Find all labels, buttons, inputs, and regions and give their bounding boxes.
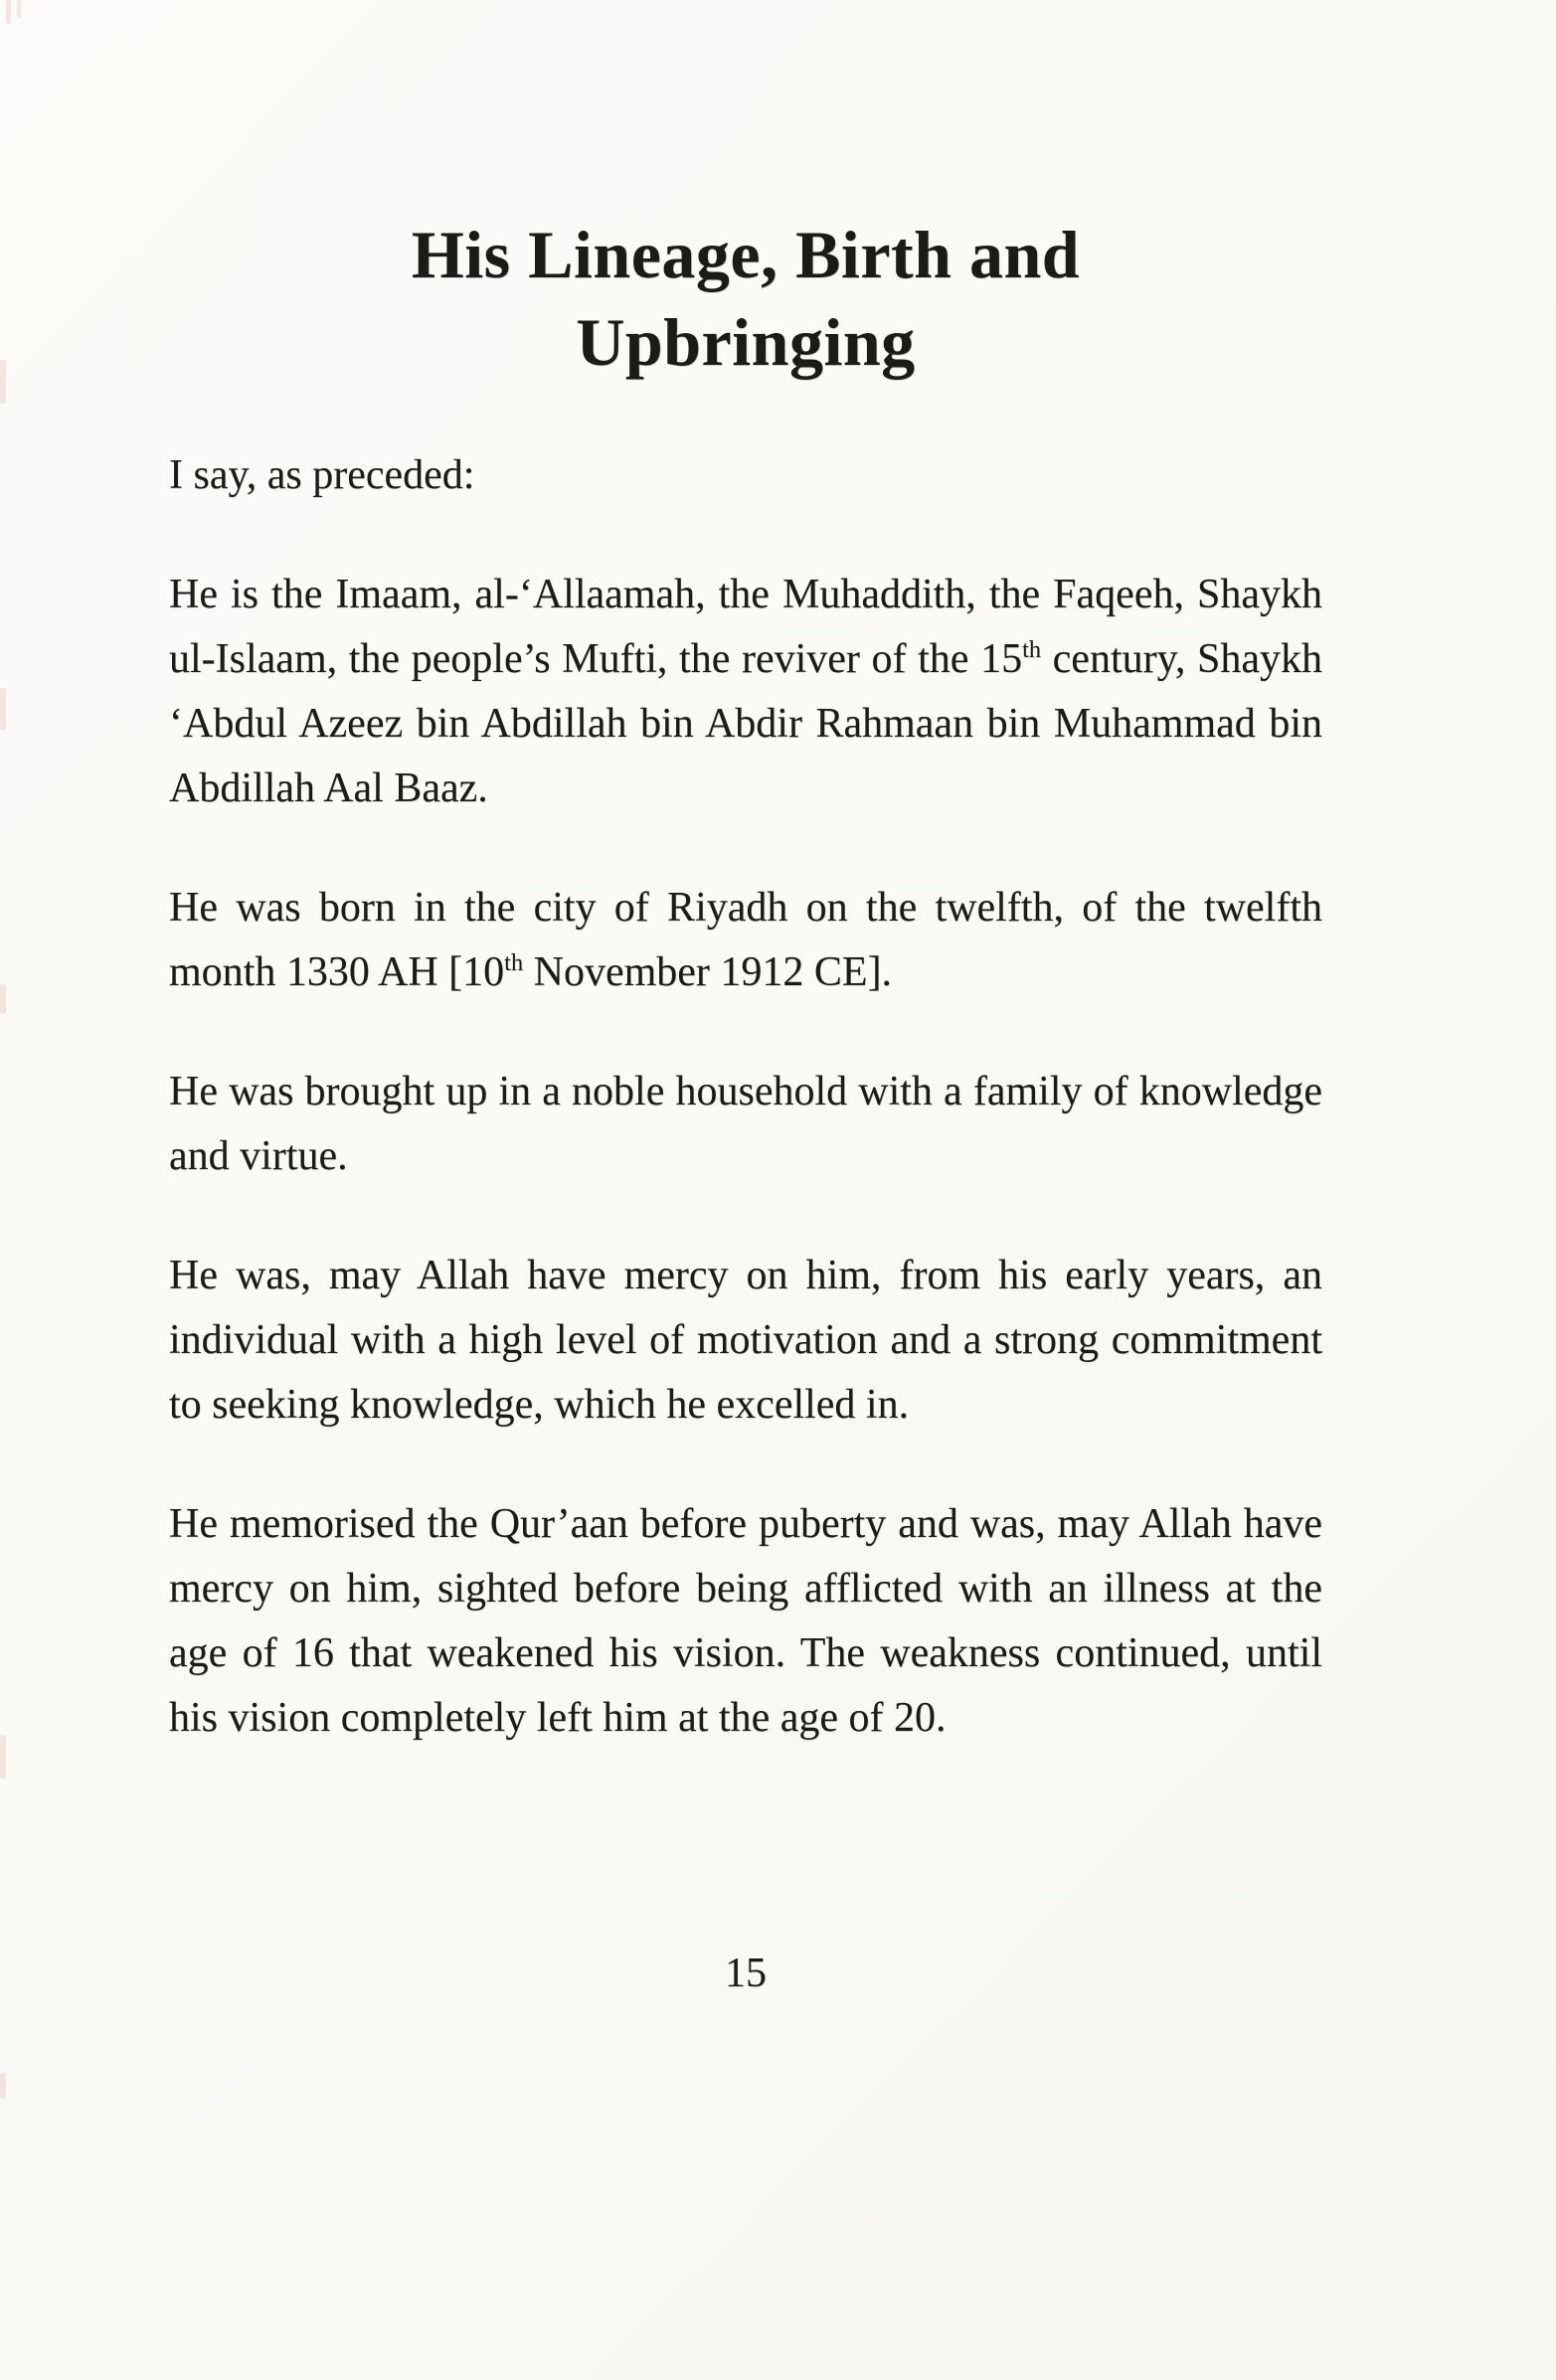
paragraph (169, 876, 1322, 1005)
paragraph-text: He was, may Allah have mercy on him, from his early years, an individual with a high level of motivation and a strong commitment to seeking knowledge, which he excelled in. (169, 1253, 1322, 1428)
paragraph-text: He memorised the Qur’aan before puberty and was, may Allah have mercy on him, sighted before being afflicted with an illness at the age of 16 that weakened his vision. The weakness continued, until his vision completely left him at the age of 20. (169, 1501, 1322, 1741)
paragraph-text: He is the Imaam, al-‘Allaamah, the Muhaddith, the Faqeeh, Shaykh ul-Islaam, the people’s Mufti, the reviver of the 15 (169, 572, 1322, 682)
superscript-ordinal: th (1022, 636, 1042, 663)
chapter-title (169, 211, 1322, 386)
scan-edge-mark (0, 2073, 6, 2099)
paragraph (169, 563, 1322, 821)
scan-edge-mark (0, 1735, 6, 1779)
page-content (169, 0, 1322, 1997)
scan-edge-mark (0, 688, 6, 730)
scan-edge-mark (0, 984, 6, 1014)
scan-edge-mark (0, 360, 6, 404)
paragraph-text: He was brought up in a noble household with a family of knowledge and virtue. (169, 1069, 1322, 1179)
intro-line: I say, as preceded: (169, 452, 475, 498)
paragraph-text: November 1912 CE]. (523, 949, 893, 995)
paragraph (169, 1060, 1322, 1189)
superscript-ordinal: th (504, 949, 524, 976)
paragraph (169, 1492, 1322, 1751)
body-paragraphs (169, 563, 1322, 1751)
scan-edge-mark (17, 0, 21, 18)
scan-edge-mark (6, 0, 11, 24)
paragraph (169, 1244, 1322, 1438)
page-number: 15 (725, 1951, 767, 1996)
chapter-title-line1: His Lineage, Birth and (411, 217, 1081, 292)
paragraph-text: century, Shaykh ‘Abdul Azeez bin Abdillah bin Abdir Rahmaan bin Muhammad bin Abdillah Aal Baaz. (169, 636, 1322, 811)
paragraph-text: He was born in the city of Riyadh on the twelfth, of the twelfth month 1330 AH [10 (169, 885, 1322, 995)
chapter-title-line2: Upbringing (576, 304, 916, 380)
